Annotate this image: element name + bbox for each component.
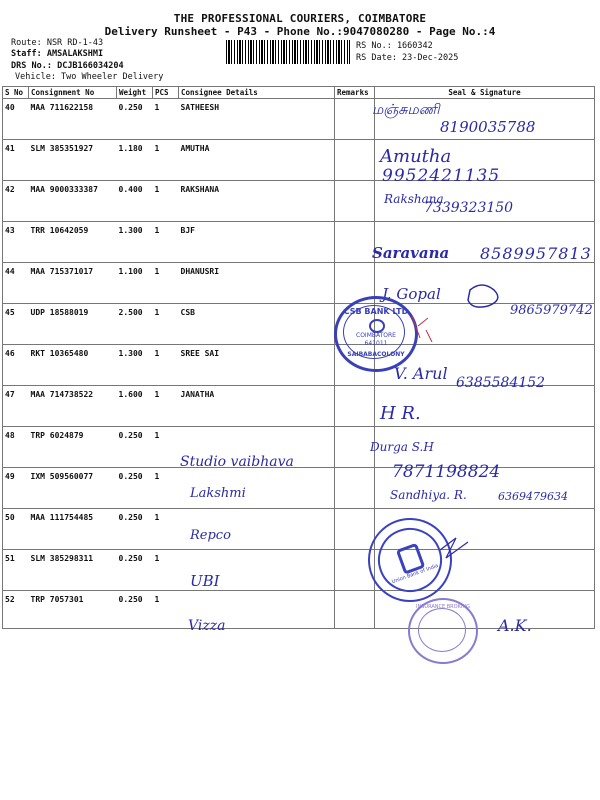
row-sno: 49	[3, 468, 29, 509]
rs-date: RS Date: 23-Dec-2025	[356, 53, 459, 63]
row-pcs: 1	[153, 509, 179, 550]
row-sno: 47	[3, 386, 29, 427]
staff-line	[11, 49, 103, 59]
table-row	[3, 427, 595, 468]
col-consignment: Consignment No	[29, 87, 117, 99]
consignee-48-handwritten: Studio vaibhava	[180, 454, 294, 470]
signature-44: J. Gopal	[382, 285, 441, 303]
row-remarks	[335, 427, 375, 468]
row-sno: 51	[3, 550, 29, 591]
staff-name: AMSALAKSHMI	[46, 49, 104, 59]
row-sno: 46	[3, 345, 29, 386]
col-sno: S No	[3, 87, 29, 99]
row-weight: 0.400	[117, 181, 153, 222]
row-consignment: TRP 6024879	[29, 427, 117, 468]
csb-bank-stamp	[334, 296, 418, 372]
col-pcs: PCS	[153, 87, 179, 99]
row-weight: 0.250	[117, 468, 153, 509]
row-consignment: MAA 111754485	[29, 509, 117, 550]
row-pcs: 1	[153, 386, 179, 427]
signature-52: A.K.	[498, 616, 532, 635]
row-weight: 1.100	[117, 263, 153, 304]
row-sno: 41	[3, 140, 29, 181]
row-consignee: SREE SAI	[179, 345, 335, 386]
row-pcs: 1	[153, 140, 179, 181]
signature-40: மஞ்சுமணி	[372, 102, 440, 118]
row-sno: 48	[3, 427, 29, 468]
phone-40: 8190035788	[440, 118, 536, 136]
col-weight: Weight	[117, 87, 153, 99]
row-weight: 0.250	[117, 509, 153, 550]
csb-stamp-code: 641011	[364, 340, 388, 347]
row-sno: 50	[3, 509, 29, 550]
row-pcs: 1	[153, 591, 179, 629]
table-header	[3, 87, 595, 99]
row-consignment: RKT 10365480	[29, 345, 117, 386]
staff-label: Staff:	[11, 49, 42, 59]
row-consignee: BJF	[179, 222, 335, 263]
csb-stamp-bottom: SAIBABACOLONY	[347, 351, 405, 358]
barcode	[226, 40, 350, 64]
consignee-52-handwritten: Vizza	[188, 618, 226, 634]
drs-number: DCJB166034204	[57, 61, 124, 71]
company-title: THE PROFESSIONAL COURIERS, COIMBATORE	[173, 12, 427, 25]
row-sno: 40	[3, 99, 29, 140]
row-weight: 1.300	[117, 222, 153, 263]
row-weight: 2.500	[117, 304, 153, 345]
row-consignment: SLM 385351927	[29, 140, 117, 181]
row-sno: 52	[3, 591, 29, 629]
row-consignment: TRR 10642059	[29, 222, 117, 263]
col-consignee: Consignee Details	[179, 87, 335, 99]
signature-47: H R.	[380, 403, 421, 424]
table-row	[3, 550, 595, 591]
row-consignment: MAA 711622158	[29, 99, 117, 140]
row-remarks	[335, 181, 375, 222]
signature-48: Durga S.H	[370, 440, 434, 454]
row-weight: 1.300	[117, 345, 153, 386]
row-sno: 43	[3, 222, 29, 263]
row-consignment: IXM 509560077	[29, 468, 117, 509]
row-consignment: TRP 7057301	[29, 591, 117, 629]
row-sno: 45	[3, 304, 29, 345]
row-pcs: 1	[153, 427, 179, 468]
runsheet-title: Delivery Runsheet - P43 - Phone No.:9047080280 - Page No.:4	[104, 25, 496, 38]
row-consignment: SLM 385298311	[29, 550, 117, 591]
row-remarks	[335, 509, 375, 550]
ubi-stamp-text: Union Bank of India	[391, 562, 440, 586]
phone-48: 7871198824	[392, 462, 501, 482]
col-remarks: Remarks	[335, 87, 375, 99]
csb-stamp-top: CSB BANK LTD	[343, 307, 409, 316]
table-row	[3, 386, 595, 427]
row-remarks	[335, 222, 375, 263]
row-weight: 0.250	[117, 591, 153, 629]
insurance-stamp-text: INSURANCE BROKING	[416, 604, 470, 610]
consignee-51-handwritten: UBI	[190, 572, 220, 590]
table-row	[3, 263, 595, 304]
row-weight: 1.600	[117, 386, 153, 427]
row-pcs: 1	[153, 304, 179, 345]
signature-49: Sandhiya. R.	[390, 488, 467, 502]
phone-46: 6385584152	[456, 375, 546, 391]
row-consignee: CSB	[179, 304, 335, 345]
row-remarks	[335, 140, 375, 181]
table-row	[3, 509, 595, 550]
row-weight: 1.180	[117, 140, 153, 181]
insurance-stamp	[408, 598, 478, 664]
row-remarks	[335, 386, 375, 427]
phone-43: 8589957813	[480, 244, 592, 263]
row-pcs: 1	[153, 99, 179, 140]
row-weight: 0.250	[117, 550, 153, 591]
phone-42: 7339323150	[424, 200, 514, 216]
row-sno: 42	[3, 181, 29, 222]
phone-41: 9952421135	[382, 166, 501, 186]
csb-stamp-city: COIMBATORE	[356, 332, 396, 339]
route-label: Route: NSR RD-1-43	[11, 38, 104, 48]
row-weight: 0.250	[117, 99, 153, 140]
row-pcs: 1	[153, 468, 179, 509]
runsheet-table	[2, 86, 595, 629]
row-consignee: RAKSHANA	[179, 181, 335, 222]
consignee-50-handwritten: Repco	[190, 528, 231, 543]
row-remarks	[335, 591, 375, 629]
signature-41: Amutha	[380, 146, 452, 167]
row-pcs: 1	[153, 345, 179, 386]
table-row	[3, 304, 595, 345]
row-pcs: 1	[153, 222, 179, 263]
row-weight: 0.250	[117, 427, 153, 468]
signature-43: Saravana	[372, 244, 450, 262]
row-consignment: MAA 9000333387	[29, 181, 117, 222]
row-pcs: 1	[153, 550, 179, 591]
row-consignment: UDP 18588019	[29, 304, 117, 345]
row-consignee: JANATHA	[179, 386, 335, 427]
drs-label: DRS No.:	[11, 61, 52, 71]
consignee-49-handwritten: Lakshmi	[190, 486, 246, 501]
row-consignee: AMUTHA	[179, 140, 335, 181]
col-signature: Seal & Signature	[375, 87, 595, 99]
row-consignee: DHANUSRI	[179, 263, 335, 304]
drs-line	[11, 61, 124, 71]
rs-number: RS No.: 1660342	[356, 41, 433, 51]
phone-49: 6369479634	[498, 490, 568, 503]
row-pcs: 1	[153, 263, 179, 304]
signature-46: V. Arul	[394, 364, 448, 383]
row-consignment: MAA 714738522	[29, 386, 117, 427]
row-sno: 44	[3, 263, 29, 304]
vehicle-label: Vehicle: Two Wheeler Delivery	[15, 72, 164, 82]
row-remarks	[335, 99, 375, 140]
row-consignment: MAA 715371017	[29, 263, 117, 304]
row-consignee: SATHEESH	[179, 99, 335, 140]
phone-44: 9865979742	[510, 303, 593, 318]
row-pcs: 1	[153, 181, 179, 222]
csb-logo-icon	[369, 319, 385, 333]
table-row	[3, 140, 595, 181]
row-remarks	[335, 468, 375, 509]
signature-42: Rakshana	[384, 192, 444, 206]
